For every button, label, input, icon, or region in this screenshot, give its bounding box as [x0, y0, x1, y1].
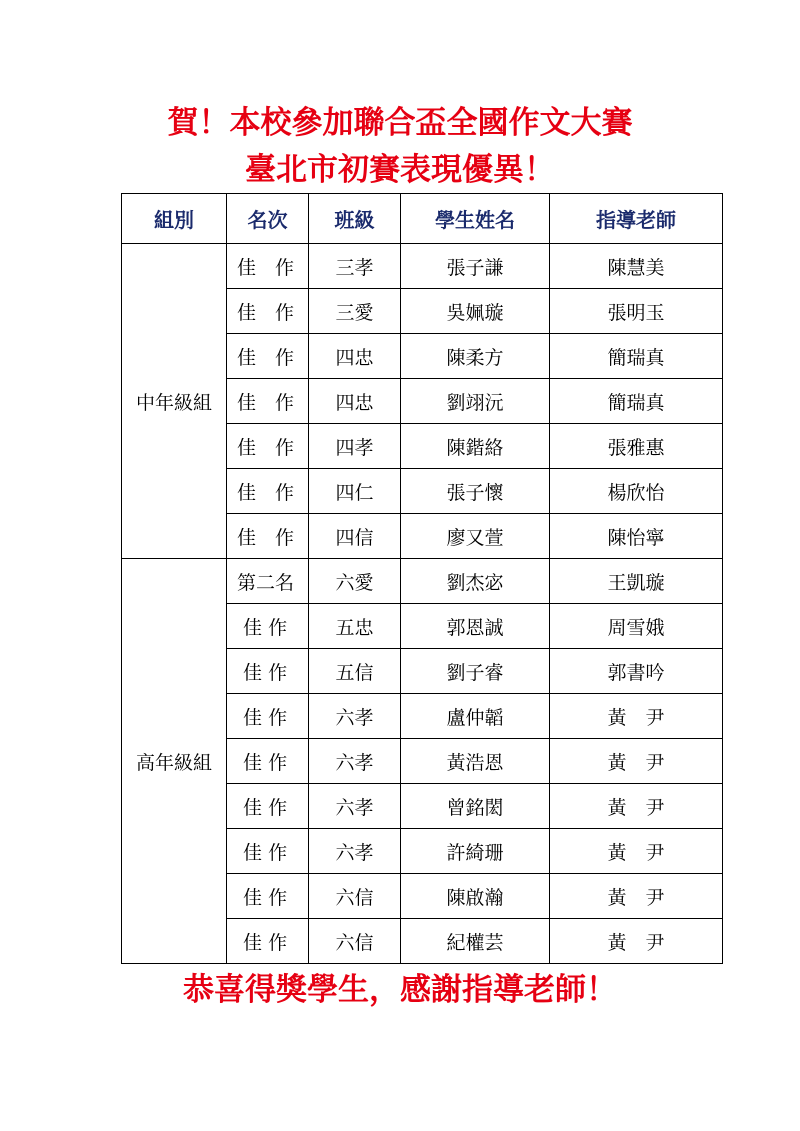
title-line-1: 賀！本校參加聯合盃全國作文大賽: [167, 105, 633, 141]
class-cell: 五忠: [309, 604, 401, 649]
rank-cell: 佳 作: [227, 244, 309, 289]
table-row: [122, 244, 723, 289]
rank-cell: 佳 作: [227, 424, 309, 469]
student-cell: 張子懷: [401, 469, 550, 514]
student-cell: 吳姵璇: [401, 289, 550, 334]
teacher-cell: 周雪娥: [550, 604, 723, 649]
rank-cell: 佳 作: [227, 604, 309, 649]
student-cell: 劉翊沅: [401, 379, 550, 424]
header-class: 班級: [309, 194, 401, 244]
class-cell: 三孝: [309, 244, 401, 289]
rank-cell: 佳 作: [227, 919, 309, 964]
title-line-2: 臺北市初賽表現優異！: [245, 152, 555, 188]
student-cell: 陳啟瀚: [401, 874, 550, 919]
class-cell: 六孝: [309, 739, 401, 784]
rank-cell: 佳 作: [227, 784, 309, 829]
teacher-cell: 陳慧美: [550, 244, 723, 289]
awards-table: [121, 193, 723, 964]
group-cell: 中年級組: [122, 244, 227, 559]
rank-cell: 第二名: [227, 559, 309, 604]
teacher-cell: 郭書吟: [550, 649, 723, 694]
rank-cell: 佳 作: [227, 469, 309, 514]
teacher-cell: 王凱璇: [550, 559, 723, 604]
student-cell: 劉子睿: [401, 649, 550, 694]
header-rank: 名次: [227, 194, 309, 244]
class-cell: 六孝: [309, 694, 401, 739]
student-cell: 黃浩恩: [401, 739, 550, 784]
student-cell: 廖又萱: [401, 514, 550, 559]
group-cell: 高年級組: [122, 559, 227, 964]
teacher-cell: 簡瑞真: [550, 334, 723, 379]
student-cell: 曾銘閎: [401, 784, 550, 829]
rank-cell: 佳 作: [227, 694, 309, 739]
class-cell: 六孝: [309, 784, 401, 829]
teacher-cell: 楊欣怡: [550, 469, 723, 514]
teacher-cell: 張雅惠: [550, 424, 723, 469]
teacher-cell: 簡瑞真: [550, 379, 723, 424]
awards-table-body: [122, 244, 723, 964]
rank-cell: 佳 作: [227, 334, 309, 379]
student-cell: 紀權芸: [401, 919, 550, 964]
teacher-cell: 黃 尹: [550, 919, 723, 964]
student-cell: 陳鍇絡: [401, 424, 550, 469]
rank-cell: 佳 作: [227, 874, 309, 919]
rank-cell: 佳 作: [227, 514, 309, 559]
teacher-cell: 張明玉: [550, 289, 723, 334]
student-cell: 盧仲韜: [401, 694, 550, 739]
class-cell: 四仁: [309, 469, 401, 514]
class-cell: 三愛: [309, 289, 401, 334]
rank-cell: 佳 作: [227, 829, 309, 874]
class-cell: 六愛: [309, 559, 401, 604]
student-cell: 許綺珊: [401, 829, 550, 874]
table-row: [122, 559, 723, 604]
rank-cell: 佳 作: [227, 739, 309, 784]
teacher-cell: 黃 尹: [550, 874, 723, 919]
student-cell: 張子謙: [401, 244, 550, 289]
class-cell: 五信: [309, 649, 401, 694]
student-cell: 劉杰宓: [401, 559, 550, 604]
class-cell: 四忠: [309, 334, 401, 379]
rank-cell: 佳 作: [227, 379, 309, 424]
teacher-cell: 陳怡寧: [550, 514, 723, 559]
teacher-cell: 黃 尹: [550, 784, 723, 829]
footer-message: 恭喜得獎學生，感謝指導老師！: [183, 972, 617, 1008]
class-cell: 六信: [309, 874, 401, 919]
class-cell: 六信: [309, 919, 401, 964]
header-row: [122, 194, 723, 244]
class-cell: 四孝: [309, 424, 401, 469]
teacher-cell: 黃 尹: [550, 694, 723, 739]
student-cell: 郭恩誠: [401, 604, 550, 649]
header-student: 學生姓名: [401, 194, 550, 244]
class-cell: 六孝: [309, 829, 401, 874]
class-cell: 四信: [309, 514, 401, 559]
header-group: 組別: [122, 194, 227, 244]
class-cell: 四忠: [309, 379, 401, 424]
rank-cell: 佳 作: [227, 649, 309, 694]
rank-cell: 佳 作: [227, 289, 309, 334]
student-cell: 陳柔方: [401, 334, 550, 379]
teacher-cell: 黃 尹: [550, 739, 723, 784]
teacher-cell: 黃 尹: [550, 829, 723, 874]
header-teacher: 指導老師: [550, 194, 723, 244]
